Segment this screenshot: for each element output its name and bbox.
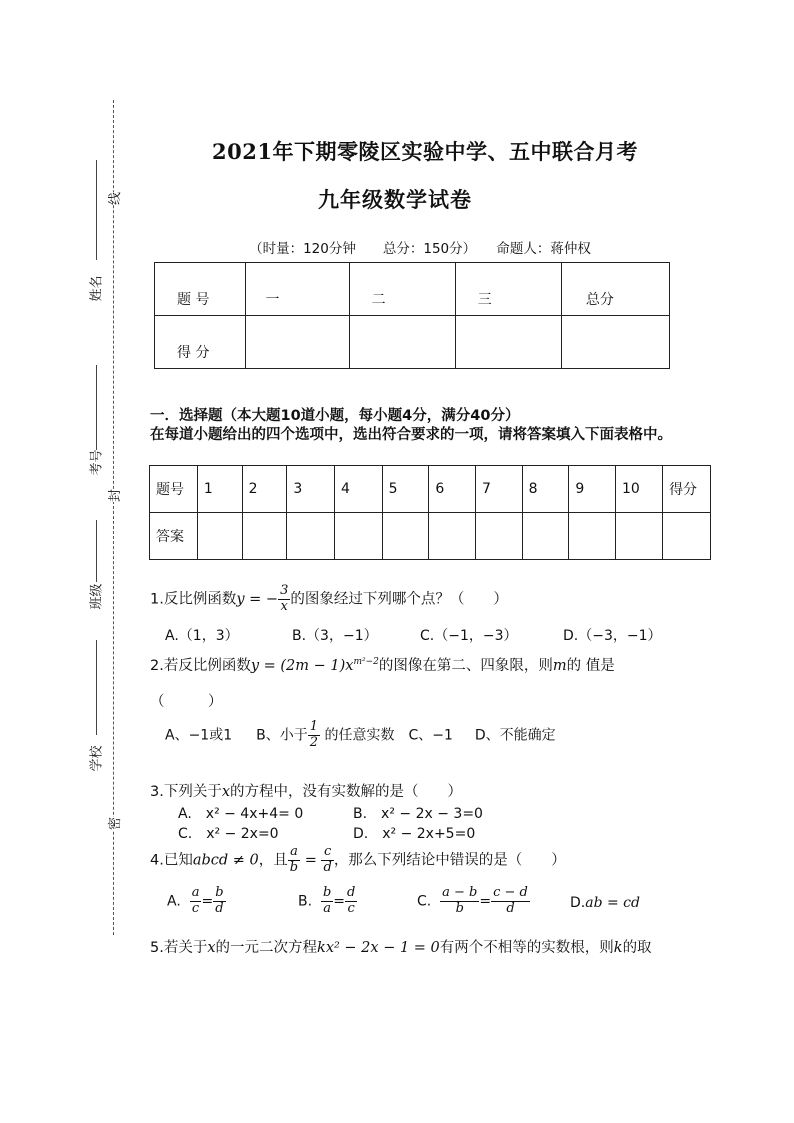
name-label: 姓名 — [89, 275, 105, 302]
q2-option-a: A、−1或1 — [165, 727, 233, 744]
q5-mid: 的一元二次方程 — [215, 940, 318, 956]
q2-prefix: 2.若反比例函数 — [150, 658, 251, 674]
q4-c-d1: b — [455, 900, 464, 916]
q4-condition: abcd ≠ 0 — [192, 852, 259, 869]
answer-header-cell: 10 — [616, 466, 663, 513]
q4-b-n1: b — [322, 885, 332, 900]
q4-option-d — [570, 895, 640, 911]
score-input-cell[interactable] — [245, 316, 349, 369]
q4-b-n2: d — [347, 885, 356, 900]
school-underline — [96, 640, 97, 735]
answer-input-cell[interactable] — [569, 513, 616, 560]
q1-prefix: 1.反比例函数 — [150, 591, 237, 608]
question-3 — [150, 780, 462, 801]
q4-option-b: B. $\frac{b}{a}$ = $\frac{d}{c}$ — [298, 885, 356, 916]
seal-mark-seal: 封 — [102, 489, 125, 502]
binding-dashed-line — [113, 100, 114, 935]
answer-table — [149, 465, 711, 560]
q4-option-c-frac2 — [491, 886, 530, 917]
answer-table-row — [150, 513, 711, 560]
question-4: 4.已知abcd ≠ 0，且 $\frac{a}{b}$ = $\frac{c}{d}$ ，那么下列结论中错误的是（ ） — [150, 844, 566, 875]
q5-tail: 的取 — [622, 940, 652, 956]
q1-option-b: B.（3，−1） — [292, 628, 378, 644]
answer-input-cell[interactable] — [476, 513, 523, 560]
q4-option-c: C. $\frac{a - b}{b}$ = $\frac{c - d}{d}$ — [417, 885, 528, 916]
answer-input-cell[interactable] — [663, 513, 711, 560]
school-label: 学校 — [89, 745, 105, 772]
section-instruction: 在每道小题给出的四个选项中，选出符合要求的一项，请将答案填入下面表格中。 — [150, 427, 672, 443]
answer-input-cell[interactable] — [287, 513, 335, 560]
q4-c-d2: d — [506, 900, 515, 916]
q2-mid: 的图像在第二、四象限，则 — [378, 658, 553, 674]
q4-a-n2: b — [215, 885, 224, 900]
q4-a-d1: c — [191, 900, 200, 916]
class-label: 班级 — [89, 583, 105, 610]
q4-b-d1: a — [323, 900, 332, 916]
q4-option-d-expr: ab = cd — [585, 895, 640, 911]
q5-text: 有两个不相等的实数根，则 — [439, 940, 614, 956]
q5-equation: kx² − 2x − 1 = 0 — [317, 940, 440, 956]
q5-prefix: 5.若关于 — [150, 940, 208, 956]
seal-mark-close: 密 — [102, 817, 125, 830]
score-table-row — [155, 316, 670, 369]
q2-option-b-suffix: 的任意实数 — [324, 727, 395, 744]
answer-input-cell[interactable] — [197, 513, 242, 560]
q4-fraction-left — [288, 845, 300, 876]
q2-option-b-fraction — [308, 720, 320, 751]
q4-mid: ，且 — [258, 852, 288, 869]
q4-den2: d — [323, 859, 332, 875]
q5-var2: k — [613, 940, 623, 956]
question-1 — [150, 584, 508, 615]
q1-fraction-num: 3 — [280, 583, 289, 598]
score-header-cell: 总分 — [561, 263, 669, 316]
seal-mark-line: 线 — [102, 192, 125, 205]
q1-fraction — [278, 584, 290, 615]
q2-option-row — [165, 720, 556, 751]
q1-lhs: y = − — [236, 591, 279, 608]
score-input-cell[interactable] — [561, 316, 669, 369]
q3-option-c: C. x² − 2x=0 — [178, 826, 279, 842]
answer-header-cell: 4 — [335, 466, 383, 513]
q4-fraction-right — [321, 845, 333, 876]
q2-option-b-prefix: B、小于 — [256, 727, 308, 744]
q3-prefix: 3.下列关于 — [150, 784, 222, 800]
q2-text: 的 值是 — [566, 658, 615, 674]
score-header-cell: 三 — [455, 263, 561, 316]
q3-option-a: A. x² − 4x+4= 0 — [178, 806, 304, 822]
q4-num2: c — [321, 845, 333, 861]
q2-expr: y = (2m − 1)x — [250, 658, 354, 674]
score-table — [154, 262, 670, 369]
q2-var: m — [552, 658, 567, 674]
answer-input-cell[interactable] — [242, 513, 287, 560]
class-underline — [96, 520, 97, 582]
q4-prefix: 4.已知 — [150, 852, 193, 869]
q2-option-b-den: 2 — [309, 734, 319, 750]
q4-a-d2: d — [215, 900, 224, 916]
score-header-cell: 题 号 — [155, 263, 246, 316]
question-2 — [150, 654, 615, 675]
q4-option-d-label: D. — [570, 895, 586, 911]
q3-option-d: D. x² − 2x+5=0 — [353, 826, 476, 842]
answer-header-cell: 题号 — [150, 466, 198, 513]
answer-header-cell: 6 — [429, 466, 476, 513]
q1-fraction-den: x — [280, 598, 288, 614]
answer-input-cell[interactable] — [616, 513, 663, 560]
exam-info: （时量：120分钟 总分：150分） 命题人：蒋仲权 — [249, 241, 591, 257]
answer-header-cell: 得分 — [663, 466, 711, 513]
q4-c-n1: a − b — [442, 885, 478, 900]
answer-header-cell: 3 — [287, 466, 335, 513]
exam-subtitle: 九年级数学试卷 — [318, 187, 472, 212]
score-header-cell: 二 — [349, 263, 455, 316]
q4-option-a: A. $\frac{a}{c}$ = $\frac{b}{d}$ — [167, 885, 224, 916]
exam-title: 2021年下期零陵区实验中学、五中联合月考 — [212, 139, 638, 164]
q1-option-d: D.（−3，−1） — [563, 628, 662, 644]
answer-header-cell: 7 — [476, 466, 523, 513]
q4-option-c-label: C. — [417, 893, 432, 910]
answer-header-cell: 5 — [382, 466, 429, 513]
q4-option-a-frac1 — [190, 886, 202, 917]
answer-input-cell[interactable] — [522, 513, 569, 560]
q4-option-c-frac1 — [440, 886, 479, 917]
answer-input-cell[interactable] — [429, 513, 476, 560]
exam-id-underline — [96, 365, 97, 450]
answer-header-cell: 1 — [197, 466, 242, 513]
q4-den1: b — [289, 859, 299, 875]
exam-id-label: 考号 — [89, 449, 105, 476]
score-input-cell[interactable] — [349, 316, 455, 369]
score-header-cell: 一 — [245, 263, 349, 316]
q3-option-b: B. x² − 2x − 3=0 — [353, 806, 483, 822]
answer-input-cell[interactable] — [382, 513, 429, 560]
answer-header-cell: 8 — [522, 466, 569, 513]
name-underline — [96, 160, 97, 260]
q1-option-a: A.（1，3） — [165, 628, 239, 644]
answer-header-cell: 9 — [569, 466, 616, 513]
q1-text: 的图象经过下列哪个点？（ ） — [290, 591, 508, 608]
answer-table-row — [150, 466, 711, 513]
q4-c-n2: c − d — [493, 885, 528, 900]
question-5 — [150, 936, 652, 957]
q4-option-b-frac1 — [321, 886, 333, 917]
q4-option-b-label: B. — [298, 893, 313, 910]
answer-row-label: 答案 — [150, 513, 198, 560]
q4-option-a-label: A. — [167, 893, 181, 910]
q2-option-c: C、−1 — [408, 727, 453, 744]
section-heading: 一．选择题（本大题10道小题，每小题4分，满分40分） — [150, 408, 520, 424]
q3-var: x — [221, 784, 231, 800]
q2-option-d: D、不能确定 — [474, 727, 556, 744]
q4-option-b-frac2 — [345, 886, 357, 917]
answer-input-cell[interactable] — [335, 513, 383, 560]
answer-header-cell: 2 — [242, 466, 287, 513]
q3-text: 的方程中，没有实数解的是（ ） — [230, 784, 463, 800]
q5-var: x — [207, 940, 216, 956]
q2-exponent: m²−2 — [353, 657, 379, 668]
score-row-label: 得 分 — [155, 316, 246, 369]
q1-option-c: C.（−1，−3） — [420, 628, 518, 644]
score-input-cell[interactable] — [455, 316, 561, 369]
q4-b-d2: c — [347, 900, 355, 916]
score-table-row — [155, 263, 670, 316]
q4-a-n1: a — [191, 885, 200, 900]
q2-option-b-num: 1 — [309, 719, 319, 734]
q2-answer-paren: （ ） — [150, 694, 223, 710]
q4-text: ，那么下列结论中错误的是（ ） — [333, 852, 566, 869]
q4-option-a-frac2 — [213, 886, 225, 917]
q4-num1: a — [288, 845, 300, 861]
